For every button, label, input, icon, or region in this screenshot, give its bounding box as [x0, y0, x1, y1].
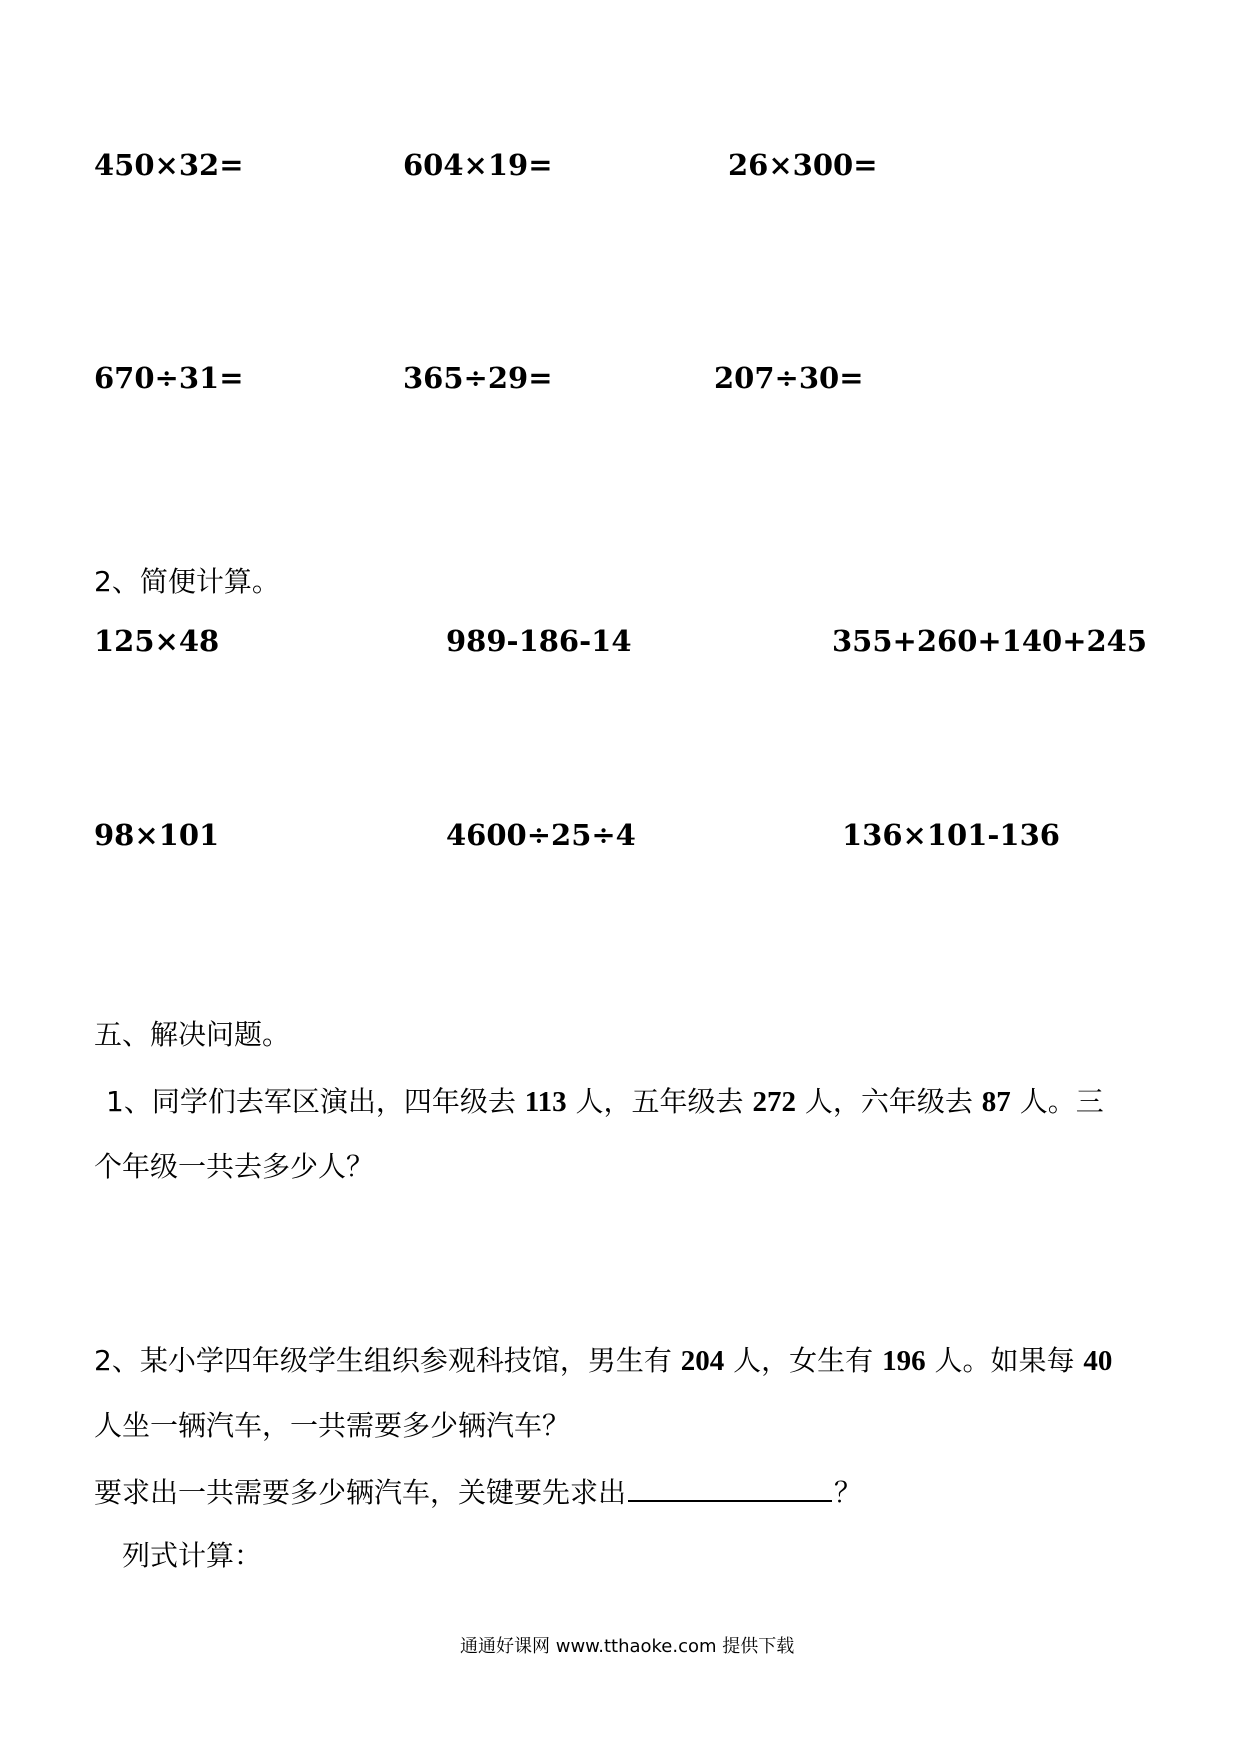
section-title-text: 2、简便计算。 — [94, 565, 280, 598]
calc-item: 207÷30= — [714, 361, 864, 395]
problem-text: 要求出一共需要多少辆汽车，关键要先求出 — [94, 1476, 627, 1509]
problem-text: 人，六年级去 — [804, 1085, 973, 1118]
calc-item: 4600÷25÷4 — [446, 818, 636, 852]
problem-number: 87 — [981, 1086, 1011, 1118]
problem-text: 2、某小学四年级学生组织参观科技馆，男生有 — [94, 1344, 672, 1377]
calc-item: 604×19= — [403, 148, 553, 182]
problem-text: 人，女生有 — [733, 1344, 874, 1377]
section-title — [94, 560, 280, 600]
section-title: 五、解决问题。 — [94, 1018, 291, 1051]
problem-text: ？ — [834, 1476, 863, 1509]
calc-item: 670÷31= — [94, 361, 244, 395]
problem-2-line-1 — [94, 1339, 1112, 1379]
problem-2-line-2: 人坐一辆汽车，一共需要多少辆汽车？ — [94, 1409, 571, 1442]
problem-text: 1、同学们去军区演出，四年级去 — [106, 1085, 516, 1118]
problem-number: 113 — [524, 1086, 567, 1118]
problem-number: 40 — [1083, 1345, 1113, 1377]
problem-number: 204 — [680, 1345, 725, 1377]
problem-2-line-3 — [94, 1470, 862, 1511]
problem-number: 272 — [752, 1086, 796, 1118]
calc-item: 98×101 — [94, 818, 220, 852]
problem-1-line-1 — [106, 1080, 1104, 1120]
answer-blank[interactable] — [628, 1470, 832, 1502]
problem-number: 196 — [882, 1345, 926, 1377]
calc-item: 26×300= — [728, 148, 878, 182]
page-footer: 通通好课网 www.tthaoke.com 提供下载 — [460, 1636, 795, 1657]
problem-text: 人。如果每 — [934, 1344, 1075, 1377]
calc-item: 365÷29= — [403, 361, 553, 395]
calc-item: 450×32= — [94, 148, 244, 182]
problem-text: 人。三 — [1019, 1085, 1104, 1118]
problem-text: 人，五年级去 — [575, 1085, 744, 1118]
calc-item: 136×101-136 — [842, 818, 1060, 852]
calc-item: 355+260+140+245 — [832, 624, 1148, 658]
problem-1-line-2: 个年级一共去多少人？ — [94, 1150, 375, 1183]
calc-item: 125×48 — [94, 624, 220, 658]
problem-2-line-4: 列式计算： — [122, 1539, 263, 1572]
calc-item: 989-186-14 — [446, 624, 632, 658]
